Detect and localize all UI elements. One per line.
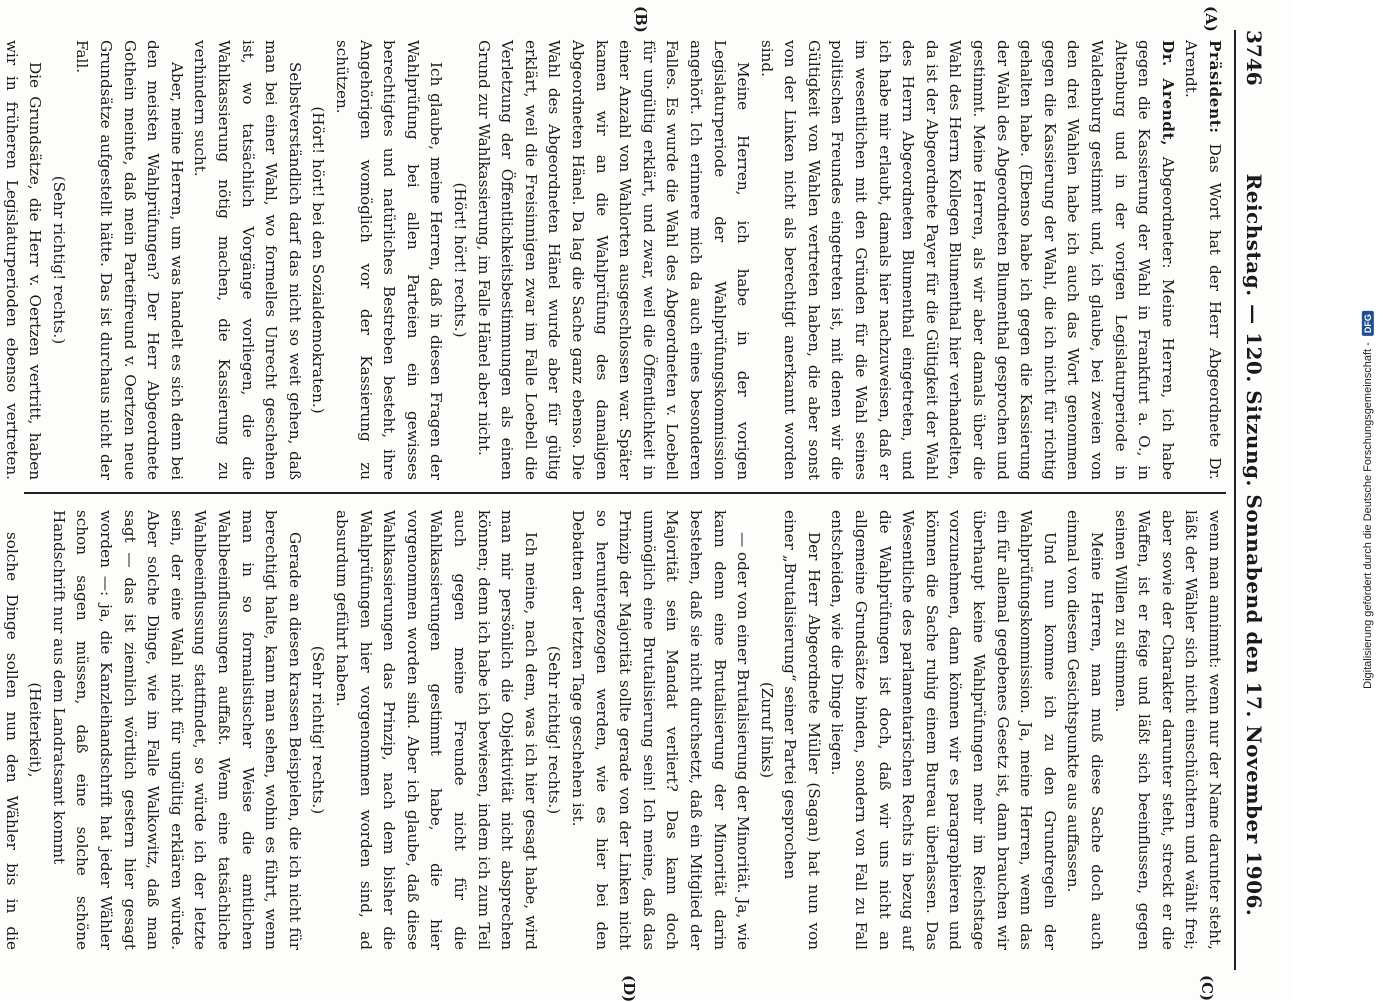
funding-footer-text [1362, 311, 1374, 689]
reaction: (Sehr richtig! rechts.) [545, 645, 564, 815]
running-head: Reichstag. — 120. Sitzung. Sonnabend den 17. November 1906. [1242, 173, 1266, 917]
right-column [2, 510, 1226, 950]
reaction: (Sehr richtig! rechts.) [309, 645, 328, 815]
paragraph: Meine Herren, ich habe in der vorigen Legislaturperiode der Wahlprüfungskommission angehört. Ich erinnere mich da auch eines besonderen Falles. Es wurde die Wahl des Abgeordneten v. Loebell für ungültig erklärt, und zwar, weil die Öffentlichkeit in einer Anzahl von Wahlorten ausgeschlossen war. Später kamen wir an die Wahlprüfung des damaligen Abgeordneten Hänel. Da lag die Sache ganz ebenso. Die Wahl des Abgeordneten Hänel wurde aber für gültig erklärt, weil die Freisinnigen zwar im Falle Loebell die Verletzung der Öffentlichkeitsbestimmungen als einen Grund zur Wahlkassierung, im Falle Hänel aber nicht. [474, 40, 753, 480]
margin-marker-d: (D) [620, 975, 638, 1002]
dfg-logo: DFG [1362, 311, 1374, 336]
column-divider [24, 492, 1226, 494]
reaction: (Zuruf links) [757, 681, 776, 779]
paragraph: Ich glaube, meine Herren, daß in diesen Fragen der Wahlprüfung bei allen Parteien ein gewisses berechtigtes und natürliches Bestreben besteht, ihre Angehörigen womöglich vor der Kassierung zu schützen. [333, 40, 446, 480]
paragraph [754, 40, 1179, 480]
margin-marker-a: (A) [1202, 6, 1220, 32]
paragraph: Ich meine, nach dem, was ich hier gesagt habe, wird man mir persönlich die Objektivität nicht absprechen können; denn ich habe ich bewiesen, indem ich zum Teil auch gegen meine Freunde nicht für die Wahlkassierungen gestimmt habe, die hier vorgenommen worden sind. Aber ich glaube, daß diese Wahlkassierungen das Prinzip, nach dem bisher die Wahlprüfungen hier vorgenommen worden sind, ad absurdum geführt haben. [333, 510, 540, 950]
page-number: 3746 [1242, 30, 1266, 86]
paragraph-text: Abgeordneter: Meine Herren, ich habe gegen die Kassierung der Wahl in Frankfurt a. O., in Altenburg und in der vorigen Legislaturperiode in Waldenburg gestimmt und, ich glaube, bei zweien von den drei Wahlen habe ich auch das Wort genommen gegen die Kassierung der Wahl, die ich nicht für richtig gehalten habe. (Ebenso habe ich gegen die Kassierung der Wahl des Abgeordneten Blumenthal gesprochen und gestimmt. Meine Herren, als wir aber damals über die Wahl des Herrn Kollegen Blumenthal hier verhandelten, da ist der Abgeordnete Payer für die Gültigkeit der Wahl des Herrn Abgeordneten Blumenthal eingetreten, und ich habe mir erlaubt, damals hier nachzuweisen, daß er im wesentlichen mit den Gründen für die Wahl seines politischen Freundes eingetreten ist, mit denen wir die Gültigkeit von Wahlen vertreten haben, die aber sonst von der Linken nicht als berechtigt anerkannt worden sind. [757, 40, 1177, 480]
paragraph: wenn man annimmt: wenn nur der Name darunter steht, läßt der Wähler sich nicht einschüchtern und wählt frei; aber sowie der Charakter darunter steht, streckt er die Waffen, ist er feige und läßt sich beeinflussen, gegen seinen Willen zu stimmen. [1111, 510, 1224, 950]
paragraph: Aber, meine Herren, um was handelt es sich denn bei den meisten Wahlprüfungen? Der Herr Abgeordnete Gothein meinte, daß mein Parteifreund v. Oertzen neue Grundsätze aufgestellt hätte. Das ist durchaus nicht der Fall. [73, 40, 186, 480]
paragraph: Und nun komme ich zu den Grundregeln der Wahlprüfungskommission. Ja, meine Herren, wenn das ein für allemal gegebenes Gesetz ist, dann brauchen wir überhaupt keine Wahlprüfungen mehr im Reichstage vorzunehmen, dann können wir es paragraphieren und können die Sache ruhig einem Bureau überlassen. Das Wesentliche des parlamentarischen Rechts in bezug auf die Wahlprüfungen ist doch, daß wir uns nicht an allgemeine Grundsätze binden, sondern von Fall zu Fall entscheiden, wie die Dinge liegen. [828, 510, 1059, 950]
paragraph: Die Grundsätze, die Herr v. Oertzen vertritt, haben wir in früheren Legislaturperioden ebenso vertreten. [2, 40, 45, 480]
paragraph: Der Herr Abgeordnete Müller (Sagan) hat nun von einer „Brutalisierung“ seiner Partei gesprochen [781, 510, 823, 950]
paragraph: Gerade an diesen krassen Beispielen, die ich nicht für berechtigt halte, kann man sehen, wohin es führt, wenn man in so formalistischer Weise die amtlichen Wahlbeeinflussungen auffaßt. Wenn eine tatsächliche Wahlbeeinflussung stattfindet, so würde ich der letzte sein, der eine Wahl nicht für ungültig erklären würde. Aber solche Dinge, wie im Falle Walkowitz, daß man sagt — das ist ziemlich wörtlich gestern hier gesagt worden —: ja, die Kanzleihandschrift hat jeder Wähler schon sagen müssen, daß eine solche schöne Handschrift nur aus dem Landratsamt kommt [49, 510, 304, 950]
paragraph-text: Das Wort hat der Herr Abgeordnete Dr. Arendt. [1182, 40, 1224, 480]
reaction: (Hört! hört! rechts.) [451, 182, 469, 338]
paragraph [1179, 40, 1226, 480]
paragraph: Selbstverständlich darf das nicht so weit gehen, daß man bei einer Wahl, wo formelles Unrecht geschehen ist, wo tatsächlich Vorgänge vorliegen, die die Wahlkassierung nötig machen, die Kassierung zu verhindern sucht. [191, 40, 304, 480]
reaction: (Heiterkeit), [26, 682, 45, 778]
left-column [2, 40, 1226, 480]
funding-note: Digitalisierung gefördert durch die Deutsche Forschungsgemeinschaft - [1361, 342, 1374, 689]
reaction: (Sehr richtig! rechts.) [49, 175, 68, 345]
paragraph: solche Dinge sollen nun den Wähler bis in die [2, 532, 21, 950]
funding-footer [1352, 0, 1383, 1000]
paragraph: — oder von einer Brutalisierung der Minorität. Ja, wie kann denn eine Brutalisierung der Minorität darin bestehen, daß sie nicht durchsetzt, daß ein Mitglied der Majorität sein Mandat verliert? Das kann doch unmöglich eine Brutalisierung sein! Ich meine, daß das Prinzip der Majorität sollte gerade von der Linken nicht so heruntergezogen werden, wie es hier bei den Debatten der letzten Tage geschehen ist. [568, 510, 753, 950]
speaker-name: Dr. Arendt, [1158, 40, 1177, 147]
margin-marker-b: (B) [632, 6, 650, 33]
margin-marker-c: (C) [1198, 975, 1216, 1002]
reaction: (Hört! hört! bei den Sozialdemokraten.) [309, 106, 328, 414]
page-header [1234, 30, 1272, 970]
paragraph: Meine Herren, man muß diese Sache doch auch einmal von diesem Gesichtspunkte aus auffassen. [1064, 510, 1107, 950]
speaker-name: Präsident: [1206, 40, 1224, 134]
